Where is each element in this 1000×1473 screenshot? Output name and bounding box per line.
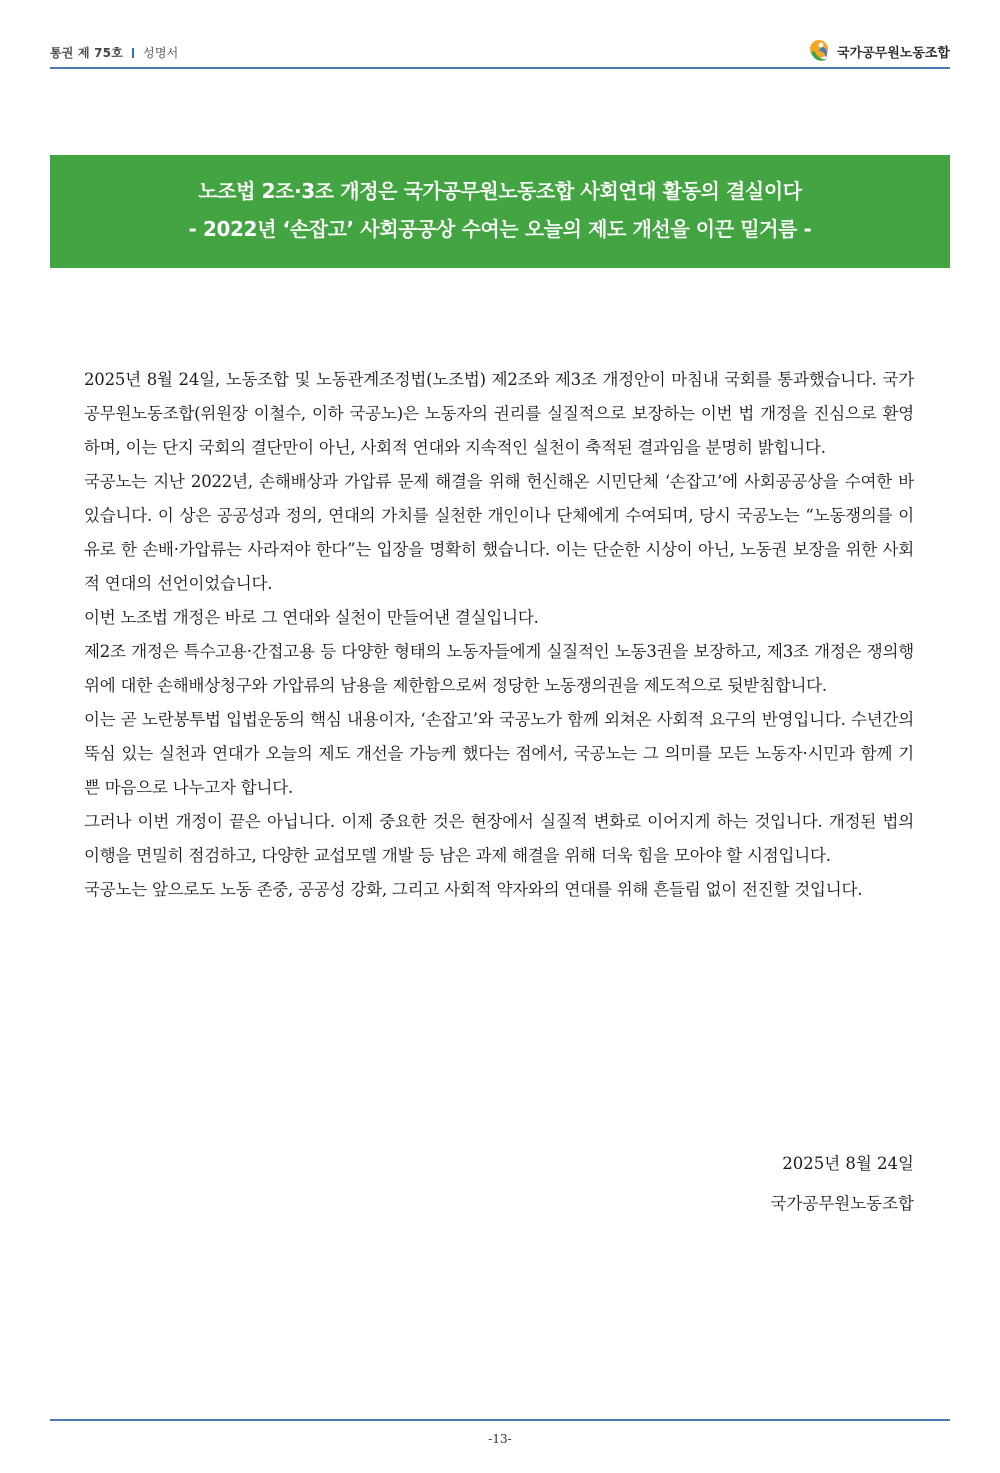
page-header [50,38,950,68]
statement-title: 노조법 2조·3조 개정은 국가공무원노동조합 사회연대 활동의 결실이다 [198,179,802,203]
paragraph: 국공노는 앞으로도 노동 존중, 공공성 강화, 그리고 사회적 약자와의 연대를 위해 흔들림 없이 전진할 것입니다. [84,880,863,899]
paragraph: 이는 곧 노란봉투법 입법운동의 핵심 내용이자, ‘손잡고’와 국공노가 함께 외쳐온 사회적 요구의 반영입니다. 수년간의 뚝심 있는 실천과 연대가 오늘의 제도 개선을 가능케 했다는 점에서, 국공노는 그 의미를 모든 노동자·시민과 함께 기쁜 마음으로 나누고자 합니다. [84,710,914,797]
statement-body [84,363,914,907]
section-name: 성명서 [143,46,179,60]
statement-title-box [50,155,950,268]
paragraph: 2025년 8월 24일, 노동조합 및 노동관계조정법(노조법) 제2조와 제3조 개정안이 마침내 국회를 통과했습니다. 국가공무원노동조합(위원장 이철수, 이하 국공노)은 노동자의 권리를 실질적으로 보장하는 이번 법 개정을 진심으로 환영하며, 이는 단지 국회의 결단만이 아닌, 사회적 연대와 지속적인 실천이 축적된 결과임을 분명히 밝힙니다. [84,370,914,457]
signature-date: 2025년 8월 24일 [782,1154,914,1173]
page-number: -13- [488,1432,512,1446]
header-issue-info [50,44,178,61]
footer-rule [50,1419,950,1421]
paragraph: 그러나 이번 개정이 끝은 아닙니다. 이제 중요한 것은 현장에서 실질적 변화로 이어지게 하는 것입니다. 개정된 법의 이행을 면밀히 점검하고, 다양한 교섭모델 개발 등 남은 과제 해결을 위해 더욱 힘을 모아야 할 시점입니다. [84,812,914,865]
paragraph: 제2조 개정은 특수고용·간접고용 등 다양한 형태의 노동자들에게 실질적인 노동3권을 보장하고, 제3조 개정은 쟁의행위에 대한 손해배상청구와 가압류의 남용을 제한함으로써 정당한 노동쟁의권을 제도적으로 뒷받침합니다. [84,642,914,695]
paragraph: 이번 노조법 개정은 바로 그 연대와 실천이 만들어낸 결실입니다. [84,608,539,627]
union-logo-icon [807,38,833,64]
header-separator [132,48,134,58]
union-logo [807,38,950,64]
statement-subtitle: - 2022년 ‘손잡고’ 사회공공상 수여는 오늘의 제도 개선을 이끈 밑거름 - [188,217,812,241]
logo-org-name: 국가공무원노동조합 [836,45,950,61]
signature-block [771,1144,914,1224]
header-rule [50,67,950,69]
paragraph: 국공노는 지난 2022년, 손해배상과 가압류 문제 해결을 위해 헌신해온 시민단체 ‘손잡고’에 사회공공상을 수여한 바 있습니다. 이 상은 공공성과 정의, 연대의 가치를 실천한 개인이나 단체에게 수여되며, 당시 국공노는 “노동쟁의를 이유로 한 손배·가압류는 사라져야 한다”는 입장을 명확히 했습니다. 이는 단순한 시상이 아닌, 노동권 보장을 위한 사회적 연대의 선언이었습니다. [84,472,914,593]
signature-org: 국가공무원노동조합 [770,1194,914,1213]
issue-number: 통권 제 75호 [50,46,124,60]
